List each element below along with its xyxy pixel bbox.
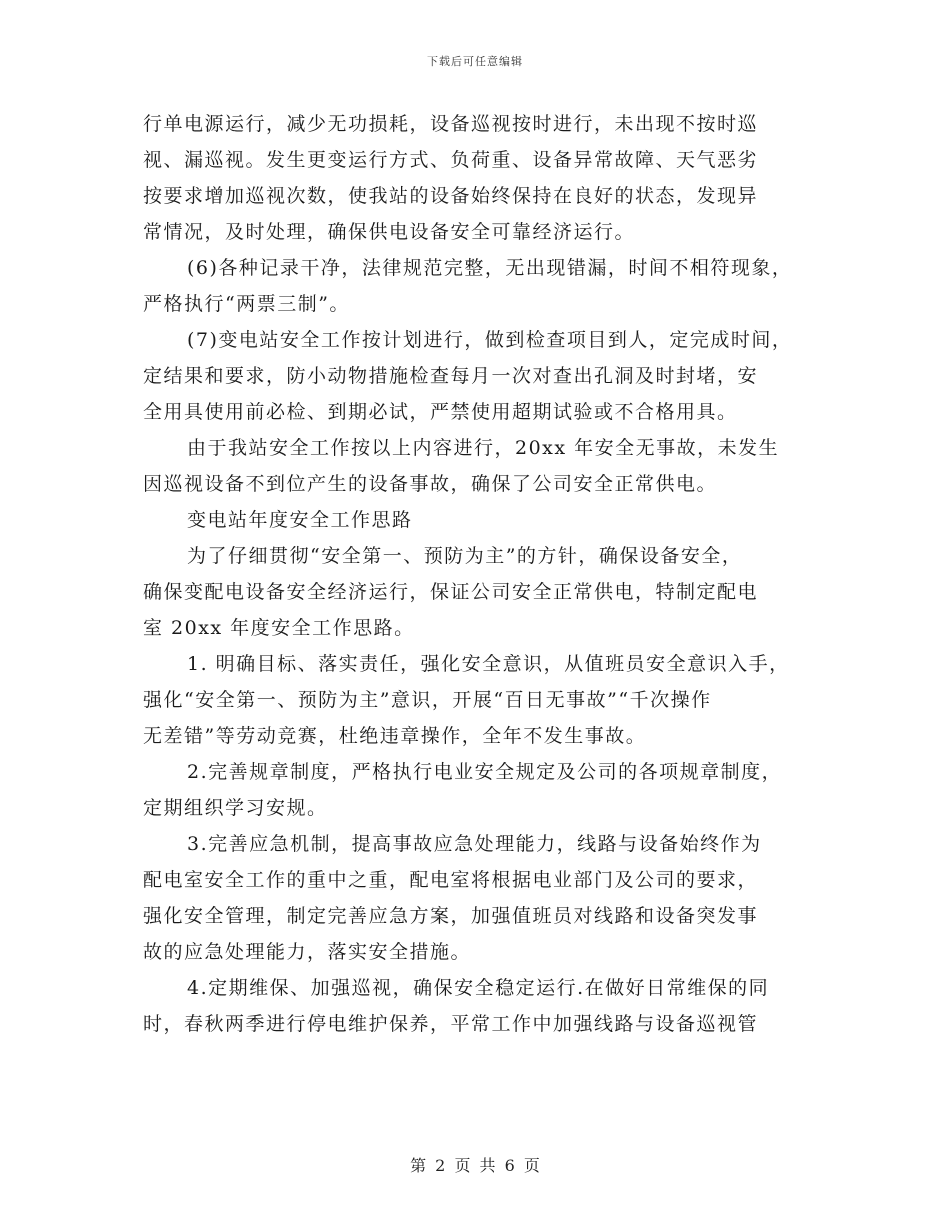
- text-line: 严格执行“两票三制”。: [143, 293, 350, 315]
- text-line: 行单电源运行，减少无功损耗，设备巡视按时进行，未出现不按时巡: [143, 113, 759, 135]
- page-number: 第 2 页 共 6 页: [410, 1156, 540, 1175]
- text-line: 定期组织学习安规。: [143, 797, 328, 819]
- text-line: 为了仔细贯彻“安全第一、预防为主”的方针，确保设备安全，: [187, 545, 743, 567]
- text-line: 全用具使用前必检、到期必试，严禁使用超期试验或不合格用具。: [143, 401, 738, 423]
- page-header-note: 下载后可任意编辑: [427, 55, 523, 68]
- text-line: 1. 明确目标、落实责任，强化安全意识，从值班员安全意识入手，: [187, 653, 790, 675]
- text-line: 室 20xx 年度安全工作思路。: [143, 617, 415, 639]
- text-line: 强化“安全第一、预防为主”意识，开展“百日无事故”“千次操作: [143, 689, 712, 711]
- text-line: (6)各种记录干净，法律规范完整，无出现错漏，时间不相符现象，: [187, 257, 793, 279]
- text-line: 3.完善应急机制，提高事故应急处理能力，线路与设备始终作为: [187, 833, 762, 855]
- text-line: 2.完善规章制度，严格执行电业安全规定及公司的各项规章制度，: [187, 761, 783, 783]
- text-line: 强化安全管理，制定完善应急方案，加强值班员对线路和设备突发事: [143, 905, 759, 927]
- text-line: (7)变电站安全工作按计划进行，做到检查项目到人，定完成时间，: [187, 329, 793, 351]
- text-line: 定结果和要求，防小动物措施检查每月一次对查出孔洞及时封堵，安: [143, 365, 759, 387]
- text-line: 常情况，及时处理，确保供电设备安全可靠经济运行。: [143, 221, 636, 243]
- text-line: 视、漏巡视。发生更变运行方式、负荷重、设备异常故障、天气恶劣: [143, 149, 759, 171]
- text-line: 配电室安全工作的重中之重，配电室将根据电业部门及公司的要求，: [143, 869, 759, 891]
- text-line: 4.定期维保、加强巡视，确保安全稳定运行.在做好日常维保的同: [187, 977, 770, 999]
- section-heading: 变电站年度安全工作思路: [187, 509, 413, 531]
- text-line: 因巡视设备不到位产生的设备事故，确保了公司安全正常供电。: [143, 473, 718, 495]
- text-line: 由于我站安全工作按以上内容进行，20xx 年安全无事故，未发生: [187, 437, 780, 459]
- text-line: 无差错”等劳动竞赛，杜绝违章操作，全年不发生事故。: [143, 725, 647, 747]
- text-line: 按要求增加巡视次数，使我站的设备始终保持在良好的状态，发现异: [143, 185, 759, 207]
- text-line: 时，春秋两季进行停电维护保养，平常工作中加强线路与设备巡视管: [143, 1013, 759, 1035]
- document-body: [143, 106, 823, 1042]
- text-line: 确保变配电设备安全经济运行，保证公司安全正常供电，特制定配电: [143, 581, 759, 603]
- text-line: 故的应急处理能力，落实安全措施。: [143, 941, 472, 963]
